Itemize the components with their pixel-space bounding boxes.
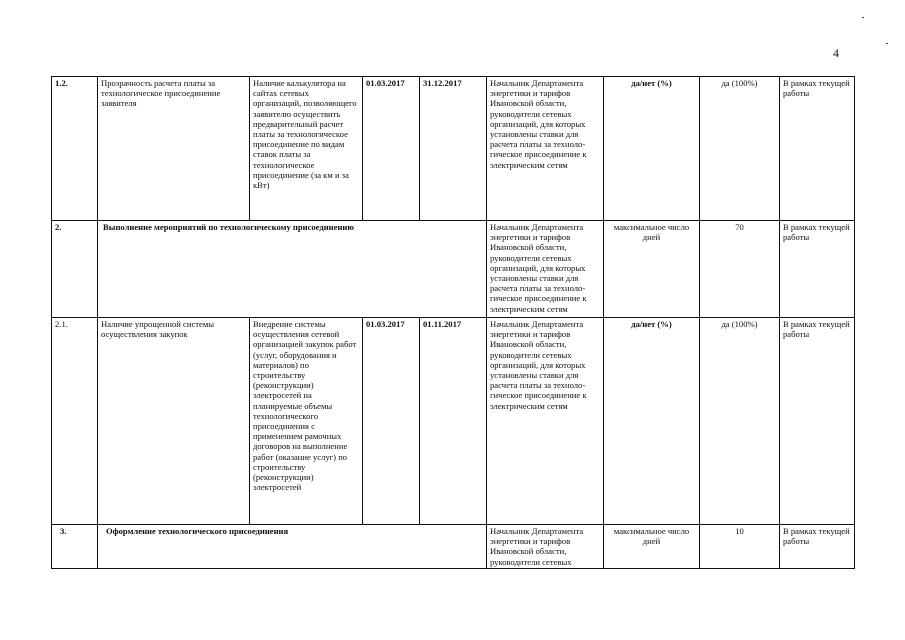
target-value: да (100%) [700, 77, 780, 221]
section-title: Оформление технологического присоединения [98, 525, 487, 569]
activity-name: Наличие упрощенной системы осуществления закупок [98, 318, 250, 525]
row-number: 2. [52, 221, 98, 318]
table-row [52, 525, 855, 569]
responsible [487, 525, 604, 569]
section-title: Выполнение мероприятий по технологическому присоединению [98, 221, 487, 318]
scan-speck [886, 43, 888, 44]
page-number: 4 [833, 46, 839, 60]
responsible: Начальник Департамента энергетики и тарифов Ивановской области, руководители сетевых организаций, для которых установлены ставки для расчета платы за техноло-гическое присоединение к электрическим сетям [487, 318, 604, 525]
responsible: Начальник Департамента энергетики и тарифов Ивановской области, руководители сетевых организаций, для которых установлены ставки для расчета платы за техноло-гическое присоединение к электрическим сетям [487, 77, 604, 221]
row-number: 2.1. [52, 318, 98, 525]
responsible [487, 221, 604, 318]
resources: В рамках текущей работы [780, 525, 855, 569]
resources: В рамках текущей работы [780, 318, 855, 525]
responsible-text: Начальник Департамента энергетики и тарифов Ивановской области, руководители сетевых [490, 526, 584, 567]
activity-name: Прозрачность расчета платы за технологическое присоединение заявителя [98, 77, 250, 221]
activity-measure-text: Внедрение системы осуществления сетевой организацией закупок работ (услуг, оборудования и материалов) по строительству (реконструкции) электросетей на планируемые объемы технологического присоединения с применением рамочных договоров на выполнение работ (оказание услуг) по строительству (реконструкции) электросетей [253, 319, 357, 493]
end-date: 01.11.2017 [420, 318, 487, 525]
resources: В рамках текущей работы [780, 221, 855, 318]
indicator: максимальное число дней [604, 221, 700, 318]
row-number: 3. [52, 525, 98, 569]
target-value: да (100%) [700, 318, 780, 525]
indicator: да/нет (%) [604, 77, 700, 221]
table-row [52, 221, 855, 318]
scan-speck [862, 17, 864, 18]
row-number: 1.2. [52, 77, 98, 221]
responsible-text: Начальник Департамента энергетики и тарифов Ивановской области, руководители сетевых организаций, для которых установлены ставки для расчета платы за техноло-гическое присоединение к электрическим сетям [490, 222, 587, 314]
table-row [52, 318, 855, 525]
start-date: 01.03.2017 [363, 318, 420, 525]
activity-measure [250, 318, 363, 525]
start-date: 01.03.2017 [363, 77, 420, 221]
resources: В рамках текущей работы [780, 77, 855, 221]
table-row [52, 77, 855, 221]
target-value: 10 [700, 525, 780, 569]
activity-measure: Наличие калькулятора на сайтах сетевых организаций, позволяющего заявителю осуществить предварительный расчет платы за технологическое присоединение по видам ставок платы за технологическое присоединение (за км и за кВт) [250, 77, 363, 221]
indicator: да/нет (%) [604, 318, 700, 525]
activity-plan-table [51, 76, 855, 569]
end-date: 31.12.2017 [420, 77, 487, 221]
indicator: максимальное число дней [604, 525, 700, 569]
target-value: 70 [700, 221, 780, 318]
